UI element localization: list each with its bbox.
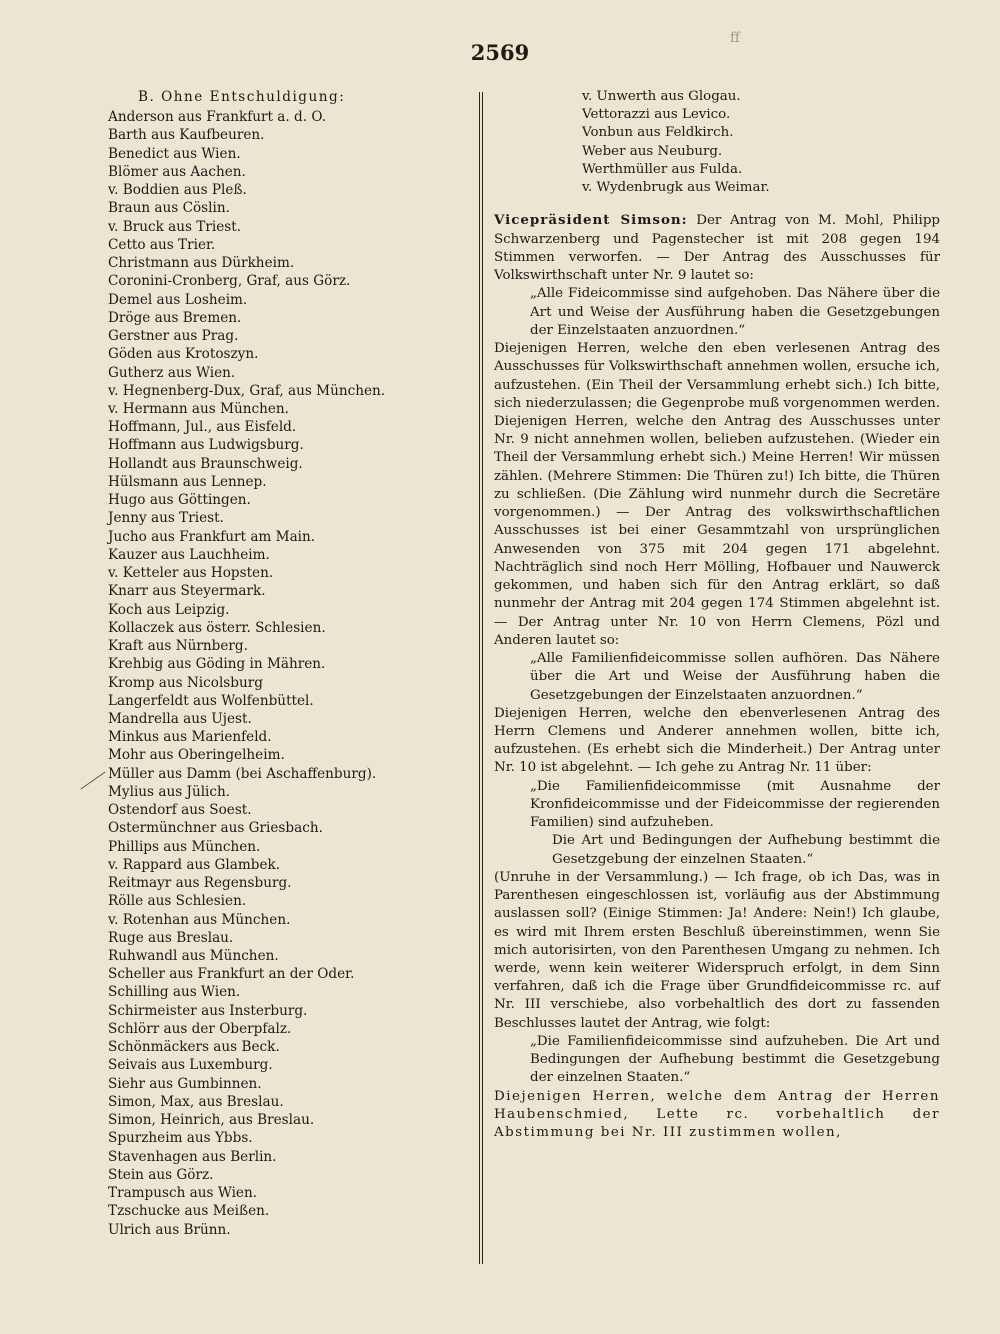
list-item: Hugo aus Göttingen. bbox=[108, 492, 251, 509]
list-item: Cetto aus Trier. bbox=[108, 236, 216, 253]
margin-pencil-mark bbox=[80, 771, 105, 789]
list-item: Scheller aus Frankfurt an der Oder. bbox=[108, 966, 355, 983]
list-item: Ruge aus Breslau. bbox=[108, 929, 234, 946]
motion-quote: „Alle Familienfideicommisse sollen aufhören. Das Nähere über die Art und Weise der Ausführung haben die Gesetzgebungen der Einzelstaaten anzuordnen.“ bbox=[530, 651, 940, 703]
absentee-list-continued bbox=[494, 88, 940, 197]
speech-paragraph: Diejenigen Herren, welche den ebenverlesenen Antrag des Herrn Clemens und Anderer annehmen wollen, bitte ich, aufzustehen. (Es erhebt sich die Minderheit.) Der Antrag unter Nr. 10 ist abgelehnt. — Ich gehe zu Antrag Nr. 11 über: bbox=[494, 705, 940, 776]
list-item: Jenny aus Triest. bbox=[108, 510, 224, 527]
left-column bbox=[108, 88, 468, 1239]
list-item: Barth aus Kaufbeuren. bbox=[108, 127, 265, 144]
section-heading: B. Ohne Entschuldigung: bbox=[138, 89, 346, 105]
list-item: Hoffmann aus Ludwigsburg. bbox=[108, 437, 304, 454]
list-item: Stavenhagen aus Berlin. bbox=[108, 1148, 277, 1165]
list-item: v. Boddien aus Pleß. bbox=[108, 182, 247, 199]
list-item: Schirmeister aus Insterburg. bbox=[108, 1002, 308, 1019]
list-item: v. Rappard aus Glambek. bbox=[108, 856, 281, 873]
page-number: 2569 bbox=[470, 40, 530, 65]
list-item: Schlörr aus der Oberpfalz. bbox=[108, 1020, 292, 1037]
list-item: Hoffmann, Jul., aus Eisfeld. bbox=[108, 419, 297, 436]
list-item: Simon, Max, aus Breslau. bbox=[108, 1093, 284, 1110]
list-item: Kromp aus Nicolsburg bbox=[108, 674, 263, 691]
list-item: Demel aus Losheim. bbox=[108, 291, 248, 308]
list-item: Schilling aus Wien. bbox=[108, 984, 241, 1001]
list-item: Vettorazzi aus Levico. bbox=[582, 107, 731, 123]
list-item: Ruhwandl aus München. bbox=[108, 948, 279, 965]
list-item: v. Bruck aus Triest. bbox=[108, 218, 241, 235]
list-item: Dröge aus Bremen. bbox=[108, 309, 242, 326]
motion-quote: Die Art und Bedingungen der Aufhebung bestimmt die Gesetzgebung der einzelnen Staaten.“ bbox=[552, 833, 940, 867]
list-item: Werthmüller aus Fulda. bbox=[582, 161, 743, 177]
list-item: Kraft aus Nürnberg. bbox=[108, 638, 248, 655]
list-item: Müller aus Damm (bei Aschaffenburg). bbox=[108, 765, 377, 782]
list-item: Seivais aus Luxemburg. bbox=[108, 1057, 273, 1074]
list-item: Hülsmann aus Lennep. bbox=[108, 473, 267, 490]
speech-paragraph: Diejenigen Herren, welche den eben verlesenen Antrag des Ausschusses für Volkswirthschaft annehmen wollen, ersuche ich, aufzustehen. (Ein Theil der Versammlung erhebt sich.) Ich bitte, sich niederzulassen; die Gegenprobe muß vorgenommen werden. Diejenigen Herren, welche den Antrag des Ausschusses unter Nr. 9 nicht annehmen wollen, belieben aufzustehen. (Wieder ein Theil der Versammlung erhebt sich.) Meine Herren! Wir müssen zählen. (Mehrere Stimmen: Die Thüren zu!) Ich bitte, die Thüren zu schließen. (Die Zählung wird nunmehr durch die Secretäre vorgenommen.) — Der Antrag des volkswirthschaftlichen Ausschusses ist bei einer Gesammtzahl von ursprünglichen Anwesenden von 375 mit 204 gegen 171 abgelehnt. Nachträglich sind noch Herr Mölling, Hofbauer und Nauwerck gekommen, und haben sich für den Antrag erklärt, so daß nunmehr der Antrag mit 204 gegen 174 Stimmen abgelehnt ist. — Der Antrag unter Nr. 10 von Herrn Clemens, Pözl und Anderen lautet so: bbox=[494, 341, 940, 648]
list-item: Reitmayr aus Regensburg. bbox=[108, 875, 292, 892]
list-item: Gutherz aus Wien. bbox=[108, 364, 236, 381]
list-item: Tzschucke aus Meißen. bbox=[108, 1203, 270, 1220]
list-item: Krehbig aus Göding in Mähren. bbox=[108, 656, 326, 673]
list-item: Spurzheim aus Ybbs. bbox=[108, 1130, 253, 1147]
motion-quote: „Die Familienfideicommisse (mit Ausnahme der Kronfideicommisse und der Fideicommisse der regierenden Familien) sind aufzuheben. bbox=[530, 778, 940, 831]
list-item: v. Hegnenberg-Dux, Graf, aus München. bbox=[108, 382, 386, 399]
speaker-name: Vicepräsident Simson: bbox=[494, 212, 688, 229]
list-item: Blömer aus Aachen. bbox=[108, 163, 246, 180]
list-item: Christmann aus Dürkheim. bbox=[108, 255, 295, 272]
list-item: Ulrich aus Brünn. bbox=[108, 1221, 231, 1238]
corner-pencil-mark: ff bbox=[730, 30, 740, 46]
list-item: Benedict aus Wien. bbox=[108, 145, 241, 162]
speech-paragraph: (Unruhe in der Versammlung.) — Ich frage, ob ich Das, was in Parenthesen eingeschlossen ist, vorläufig aus der Abstimmung auslassen soll? (Einige Stimmen: Ja! Andere: Nein!) Ich glaube, es wird mit Ihrem ersten Beschluß übereinstimmen, wenn Sie mich autorisirten, von den Parenthesen Umgang zu nehmen. Ich werde, wenn kein weiterer Widerspruch erfolgt, in dem Sinn verfahren, daß ich die Frage über Grundfideicommisse rc. auf Nr. III verschiebe, also vorbehaltlich des dort zu fassenden Beschlusses lautet der Antrag, wie folgt: bbox=[494, 869, 940, 1031]
list-item: Koch aus Leipzig. bbox=[108, 601, 230, 618]
list-item: Langerfeldt aus Wolfenbüttel. bbox=[108, 692, 314, 709]
list-item: Mohr aus Oberingelheim. bbox=[108, 747, 285, 764]
absentee-list bbox=[108, 108, 468, 1239]
list-item: Coronini-Cronberg, Graf, aus Görz. bbox=[108, 273, 351, 290]
list-item: Vonbun aus Feldkirch. bbox=[582, 125, 734, 141]
list-item: Anderson aus Frankfurt a. d. O. bbox=[108, 109, 327, 126]
list-item: Hollandt aus Braunschweig. bbox=[108, 455, 303, 472]
list-item: v. Unwerth aus Glogau. bbox=[582, 89, 741, 104]
list-item: Mylius aus Jülich. bbox=[108, 783, 231, 800]
list-item: Mandrella aus Ujest. bbox=[108, 710, 252, 727]
right-column bbox=[494, 88, 940, 1142]
list-item: Göden aus Krotoszyn. bbox=[108, 346, 259, 363]
list-item: Trampusch aus Wien. bbox=[108, 1185, 258, 1202]
list-item: Kauzer aus Lauchheim. bbox=[108, 546, 270, 563]
list-item: Minkus aus Marienfeld. bbox=[108, 729, 272, 746]
list-item: Ostermünchner aus Griesbach. bbox=[108, 820, 323, 837]
list-item: Rölle aus Schlesien. bbox=[108, 893, 247, 910]
speech-paragraph bbox=[494, 211, 940, 285]
list-item: Gerstner aus Prag. bbox=[108, 328, 239, 345]
list-item: Braun aus Cöslin. bbox=[108, 200, 230, 217]
list-item: Ostendorf aus Soest. bbox=[108, 802, 252, 819]
list-item: Simon, Heinrich, aus Breslau. bbox=[108, 1112, 315, 1129]
list-item: v. Ketteler aus Hopsten. bbox=[108, 565, 274, 582]
list-item: Siehr aus Gumbinnen. bbox=[108, 1075, 262, 1092]
list-item: Stein aus Görz. bbox=[108, 1166, 214, 1183]
list-item: Phillips aus München. bbox=[108, 838, 261, 855]
list-item: v. Hermann aus München. bbox=[108, 400, 290, 417]
speech-text: Der Antrag von M. Mohl, Philipp Schwarzenberg und Pagenstecher ist mit 208 gegen 194 Stimmen verworfen. — Der Antrag des Ausschusses für Volkswirthschaft unter Nr. 9 lautet so: bbox=[494, 213, 940, 284]
list-item: Jucho aus Frankfurt am Main. bbox=[108, 528, 316, 545]
list-item: Weber aus Neuburg. bbox=[582, 143, 723, 159]
list-item: Knarr aus Steyermark. bbox=[108, 583, 266, 600]
list-item: Kollaczek aus österr. Schlesien. bbox=[108, 619, 326, 636]
column-divider bbox=[479, 92, 483, 1264]
list-item: v. Rotenhan aus München. bbox=[108, 911, 291, 928]
list-item: v. Wydenbrugk aus Weimar. bbox=[582, 180, 770, 196]
list-item: Schönmäckers aus Beck. bbox=[108, 1039, 280, 1056]
motion-quote: „Die Familienfideicommisse sind aufzuheben. Die Art und Bedingungen der Aufhebung bestimmt die Gesetzgebung der einzelnen Staaten.“ bbox=[530, 1033, 940, 1086]
speech-paragraph: Diejenigen Herren, welche dem Antrag der Herren Haubenschmied, Lette rc. vorbehaltlich der Abstimmung bei Nr. III zustimmen wollen, bbox=[494, 1088, 940, 1141]
motion-quote: „Alle Fideicommisse sind aufgehoben. Das Nähere über die Art und Weise der Ausführung haben die Gesetzgebungen der Einzelstaaten anzuordnen.“ bbox=[530, 286, 940, 338]
